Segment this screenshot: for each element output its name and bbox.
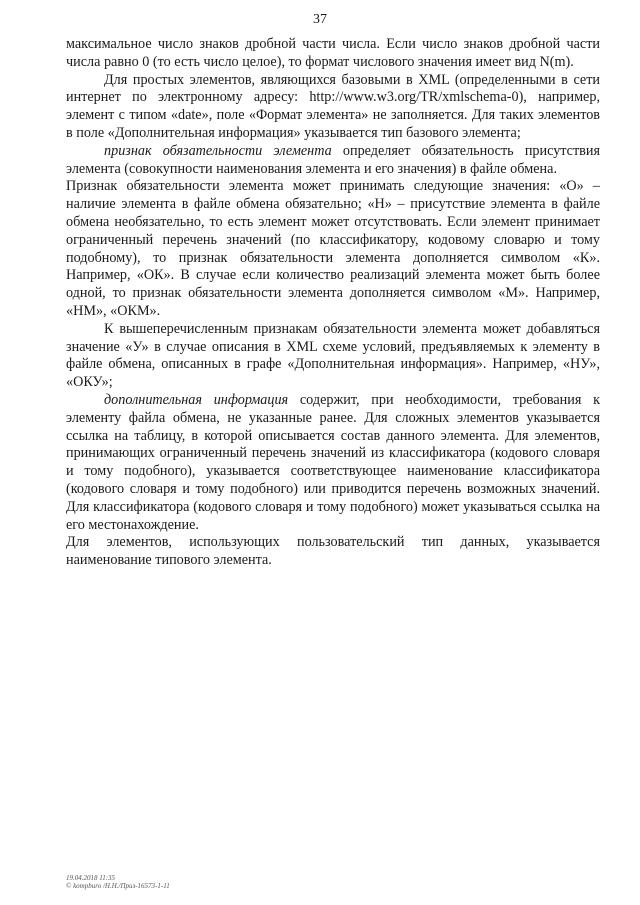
- definition-term: дополнительная информация: [104, 391, 289, 408]
- paragraph-mandatory-flag: [66, 143, 600, 179]
- paragraph-text: содержит, при необходимости, требования к элементу файла обмена, не указанные ранее. Для сложных элементов указывается ссылка на таблицу, в которой описывается состав данного элемента. Для элементов, принимающих ограниченный перечень значений из классификатора (кодового словаря и тому подобного), указывается соответствующее наименование классификатора (кодового словаря и тому подобного) или приводится перечень возможных значений. Для классификатора (кодового словаря и тому подобного) может указываться ссылка на его местонахождение.: [66, 391, 600, 533]
- paragraph-custom-types: [66, 534, 600, 570]
- print-stamp: [66, 874, 170, 890]
- paragraph-additional-info: [66, 392, 600, 534]
- print-reference: © kompburo /Н.Н./Приз-16573-1-11: [66, 882, 170, 890]
- paragraph-simple-elements: [66, 72, 600, 143]
- paragraph-mandatory-values: [66, 178, 600, 320]
- paragraph-text: Для простых элементов, являющихся базовыми в XML (определенными в сети интернет по электронному адресу: http://www.w3.org/TR/xmlschema-0), например, элемент с типом «date», поле «Формат элемента» не заполняется. Для таких элементов в поле «Дополнительная информация» указывается тип базового элемента;: [66, 71, 600, 141]
- paragraph-text: К вышеперечисленным признакам обязательности элемента может добавляться значение «У» в случае описания в XML схеме условий, предъявляемых к элементу в файле обмена, описанных в графе «Дополнительная информация». Например, «НУ», «ОКУ»;: [66, 320, 600, 391]
- paragraph-text: Признак обязательности элемента может принимать следующие значения: «О» – наличие элемента в файле обмена обязательно; «Н» – присутствие элемента в файле обмена необязательно, то есть элемент может отсутствовать. Если элемент принимает ограниченный перечень значений (по классификатору, кодовому словарю и тому подобному), то признак обязательности элемента дополняется символом «К». Например, «ОК». В случае если количество реализаций элемента может быть более одной, то признак обязательности элемента дополняется символом «М». Например, «НМ», «ОКМ».: [66, 178, 600, 319]
- definition-term: признак обязательности элемента: [104, 142, 332, 159]
- page-number: 37: [313, 12, 327, 27]
- paragraph-text: Для элементов, использующих пользовательский тип данных, указывается наименование типового элемента.: [66, 534, 600, 569]
- print-timestamp: 19.04.2018 11:35: [66, 874, 116, 882]
- document-body: [66, 36, 600, 570]
- paragraph-conditional-flag: [66, 321, 600, 392]
- paragraph-text: определяет обязательность присутствия элемента (совокупности наименования элемента и его значения) в файле обмена.: [66, 142, 600, 177]
- paragraph-number-format-end: [66, 36, 600, 72]
- paragraph-text: максимальное число знаков дробной части числа. Если число знаков дробной части числа равно 0 (то есть число целое), то формат числового значения имеет вид N(m).: [66, 36, 600, 70]
